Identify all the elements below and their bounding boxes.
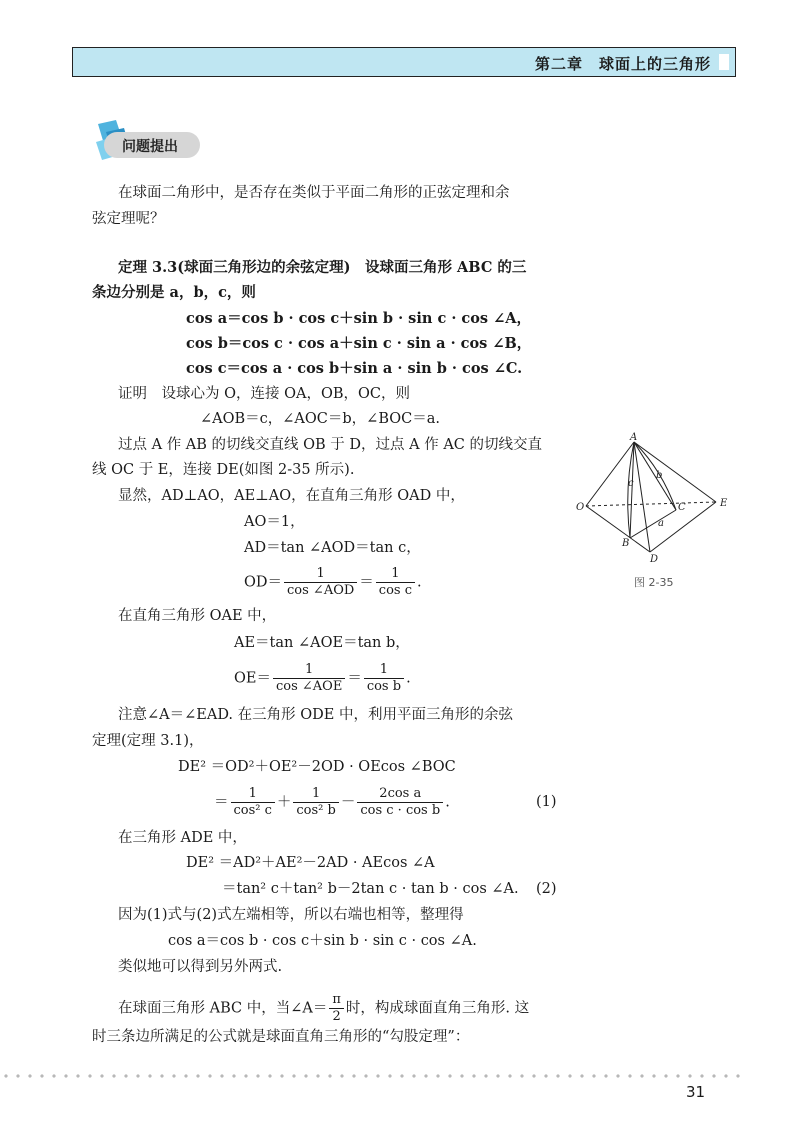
eq-de-2	[214, 786, 450, 819]
fraction	[376, 566, 415, 599]
closing-line-2: 时三条边所满足的公式就是球面直角三角形的“勾股定理”：	[92, 1029, 470, 1045]
figure-arc-bc	[630, 510, 676, 538]
proof-line-6: 在直角三角形 OAE 中，	[118, 608, 277, 624]
numerator: 1	[376, 566, 415, 583]
theorem-formula-2: cos b＝cos c · cos a＋sin c · sin a · cos ∠B，	[186, 335, 532, 352]
denominator: cos ∠AOE	[275, 679, 343, 694]
eq-ae: AE＝tan ∠AOE＝tan b，	[234, 635, 410, 651]
fraction	[231, 786, 275, 819]
fraction	[364, 662, 404, 695]
equation-tag-1: (1)	[536, 794, 557, 810]
denominator: 2	[332, 1009, 341, 1024]
footer-divider	[0, 1074, 740, 1078]
eq-ad: AD＝tan ∠AOD＝tan c，	[244, 540, 421, 556]
theorem-formula-3: cos c＝cos a · cos b＋sin a · sin b · cos ∠C.	[186, 360, 523, 377]
numerator: 1	[273, 662, 345, 679]
denominator: cos c	[378, 583, 412, 598]
intro-line-1: 在球面二角形中，是否存在类似于平面二角形的正弦定理和余	[118, 185, 510, 201]
theorem-line-1: 定理 3.3(球面三角形边的余弦定理) 设球面三角形 ABC 的三	[118, 259, 527, 276]
figure-edge-ad	[634, 442, 650, 552]
proof-line-4: 线 OC 于 E，连接 DE(如图 2-35 所示).	[92, 462, 355, 478]
closing-line-1-pre: 在球面三角形 ABC 中，当∠A＝	[118, 1000, 328, 1017]
fraction-pi-over-2	[329, 992, 344, 1025]
badge-label: 问题提出	[122, 139, 178, 155]
chapter-title: 第二章 球面上的三角形	[534, 55, 711, 73]
eq-de2-plus: ＋	[276, 794, 292, 811]
proof-line-7: 注意∠A＝∠EAD. 在三角形 ODE 中，利用平面三角形的余弦	[118, 707, 513, 723]
page-number: 31	[686, 1083, 706, 1101]
eq-de2-end: .	[445, 794, 450, 811]
theorem-formula-1: cos a＝cos b · cos c＋sin b · sin c · cos ∠A，	[186, 310, 532, 327]
fraction	[284, 566, 357, 599]
eq-ao: AO＝1，	[244, 514, 305, 530]
fraction	[357, 786, 443, 819]
eq-oe-end: .	[406, 670, 411, 687]
figure-caption: 图 2-35	[634, 576, 674, 589]
fraction	[273, 662, 345, 695]
eq-od	[244, 566, 422, 599]
figure-edge-od	[586, 506, 650, 552]
eq-de2-eq: ＝	[214, 794, 229, 811]
figure-edge-oe	[586, 502, 716, 506]
proof-line-11: 类似地可以得到另外两式.	[118, 959, 283, 975]
denominator: cos² c	[233, 803, 272, 818]
eq-od-end: .	[417, 574, 422, 591]
denominator: cos ∠AOD	[287, 583, 355, 598]
figure-edge-ab	[630, 442, 634, 538]
denominator: cos b	[366, 679, 402, 694]
proof-line-3: 过点 A 作 AB 的切线交直线 OB 于 D，过点 A 作 AC 的切线交直	[118, 437, 543, 453]
figure-2-35	[572, 430, 752, 570]
eq-od-lhs: OD＝	[244, 574, 283, 591]
figure-label-arc-b: b	[656, 470, 663, 481]
equation-tag-2: (2)	[536, 881, 557, 897]
figure-label-e: E	[720, 498, 728, 509]
proof-line-5: 显然，AD⊥AO，AE⊥AO，在直角三角形 OAD 中，	[118, 488, 465, 504]
proof-line-10: 因为(1)式与(2)式左端相等，所以右端也相等，整理得	[118, 907, 464, 923]
eq-oe-mid: ＝	[347, 670, 362, 687]
figure-label-arc-a: a	[658, 518, 664, 529]
eq-de-1: DE² ＝OD²＋OE²－2OD · OEcos ∠BOC	[178, 759, 456, 775]
proof-angles: ∠AOB＝c，∠AOC＝b，∠BOC＝a.	[200, 411, 440, 427]
figure-label-d: D	[650, 554, 659, 565]
numerator: 1	[284, 566, 357, 583]
eq-de-3: DE² ＝AD²＋AE²－2AD · AEcos ∠A	[186, 855, 435, 871]
numerator: 1	[364, 662, 404, 679]
figure-label-a: A	[630, 432, 638, 443]
closing-line-1	[118, 992, 529, 1025]
figure-edge-ac	[634, 442, 676, 510]
intro-line-2: 弦定理呢？	[92, 211, 165, 227]
header-notch	[719, 54, 729, 70]
chapter-header	[72, 47, 736, 77]
eq-final: cos a＝cos b · cos c＋sin b · sin c · cos ∠A.	[168, 933, 477, 949]
denominator: cos c · cos b	[360, 803, 441, 818]
closing-line-1-post: 时，构成球面直角三角形. 这	[345, 1000, 530, 1017]
denominator: cos² b	[296, 803, 336, 818]
fraction	[293, 786, 338, 819]
eq-de-4: ＝tan² c＋tan² b－2tan c · tan b · cos ∠A.	[222, 881, 519, 897]
numerator: 1	[231, 786, 275, 803]
eq-oe-lhs: OE＝	[234, 670, 271, 687]
proof-line-1: 证明 设球心为 O，连接 OA，OB，OC，则	[118, 386, 410, 402]
theorem-line-2: 条边分别是 a，b，c，则	[92, 284, 256, 301]
proof-line-9: 在三角形 ADE 中，	[118, 830, 247, 846]
eq-de2-minus: －	[340, 794, 356, 811]
figure-edge-ao	[586, 442, 634, 506]
section-badge	[92, 118, 202, 166]
numerator: 2cos a	[357, 786, 443, 803]
figure-label-c: C	[678, 502, 686, 513]
figure-label-o: O	[576, 502, 585, 513]
eq-oe	[234, 662, 411, 695]
numerator: π	[329, 992, 344, 1009]
eq-od-mid: ＝	[359, 574, 374, 591]
proof-line-8: 定理(定理 3.1)，	[92, 733, 204, 749]
figure-edge-ae	[634, 442, 716, 502]
numerator: 1	[293, 786, 338, 803]
figure-label-b: B	[622, 538, 630, 549]
figure-label-arc-c: c	[628, 478, 634, 489]
